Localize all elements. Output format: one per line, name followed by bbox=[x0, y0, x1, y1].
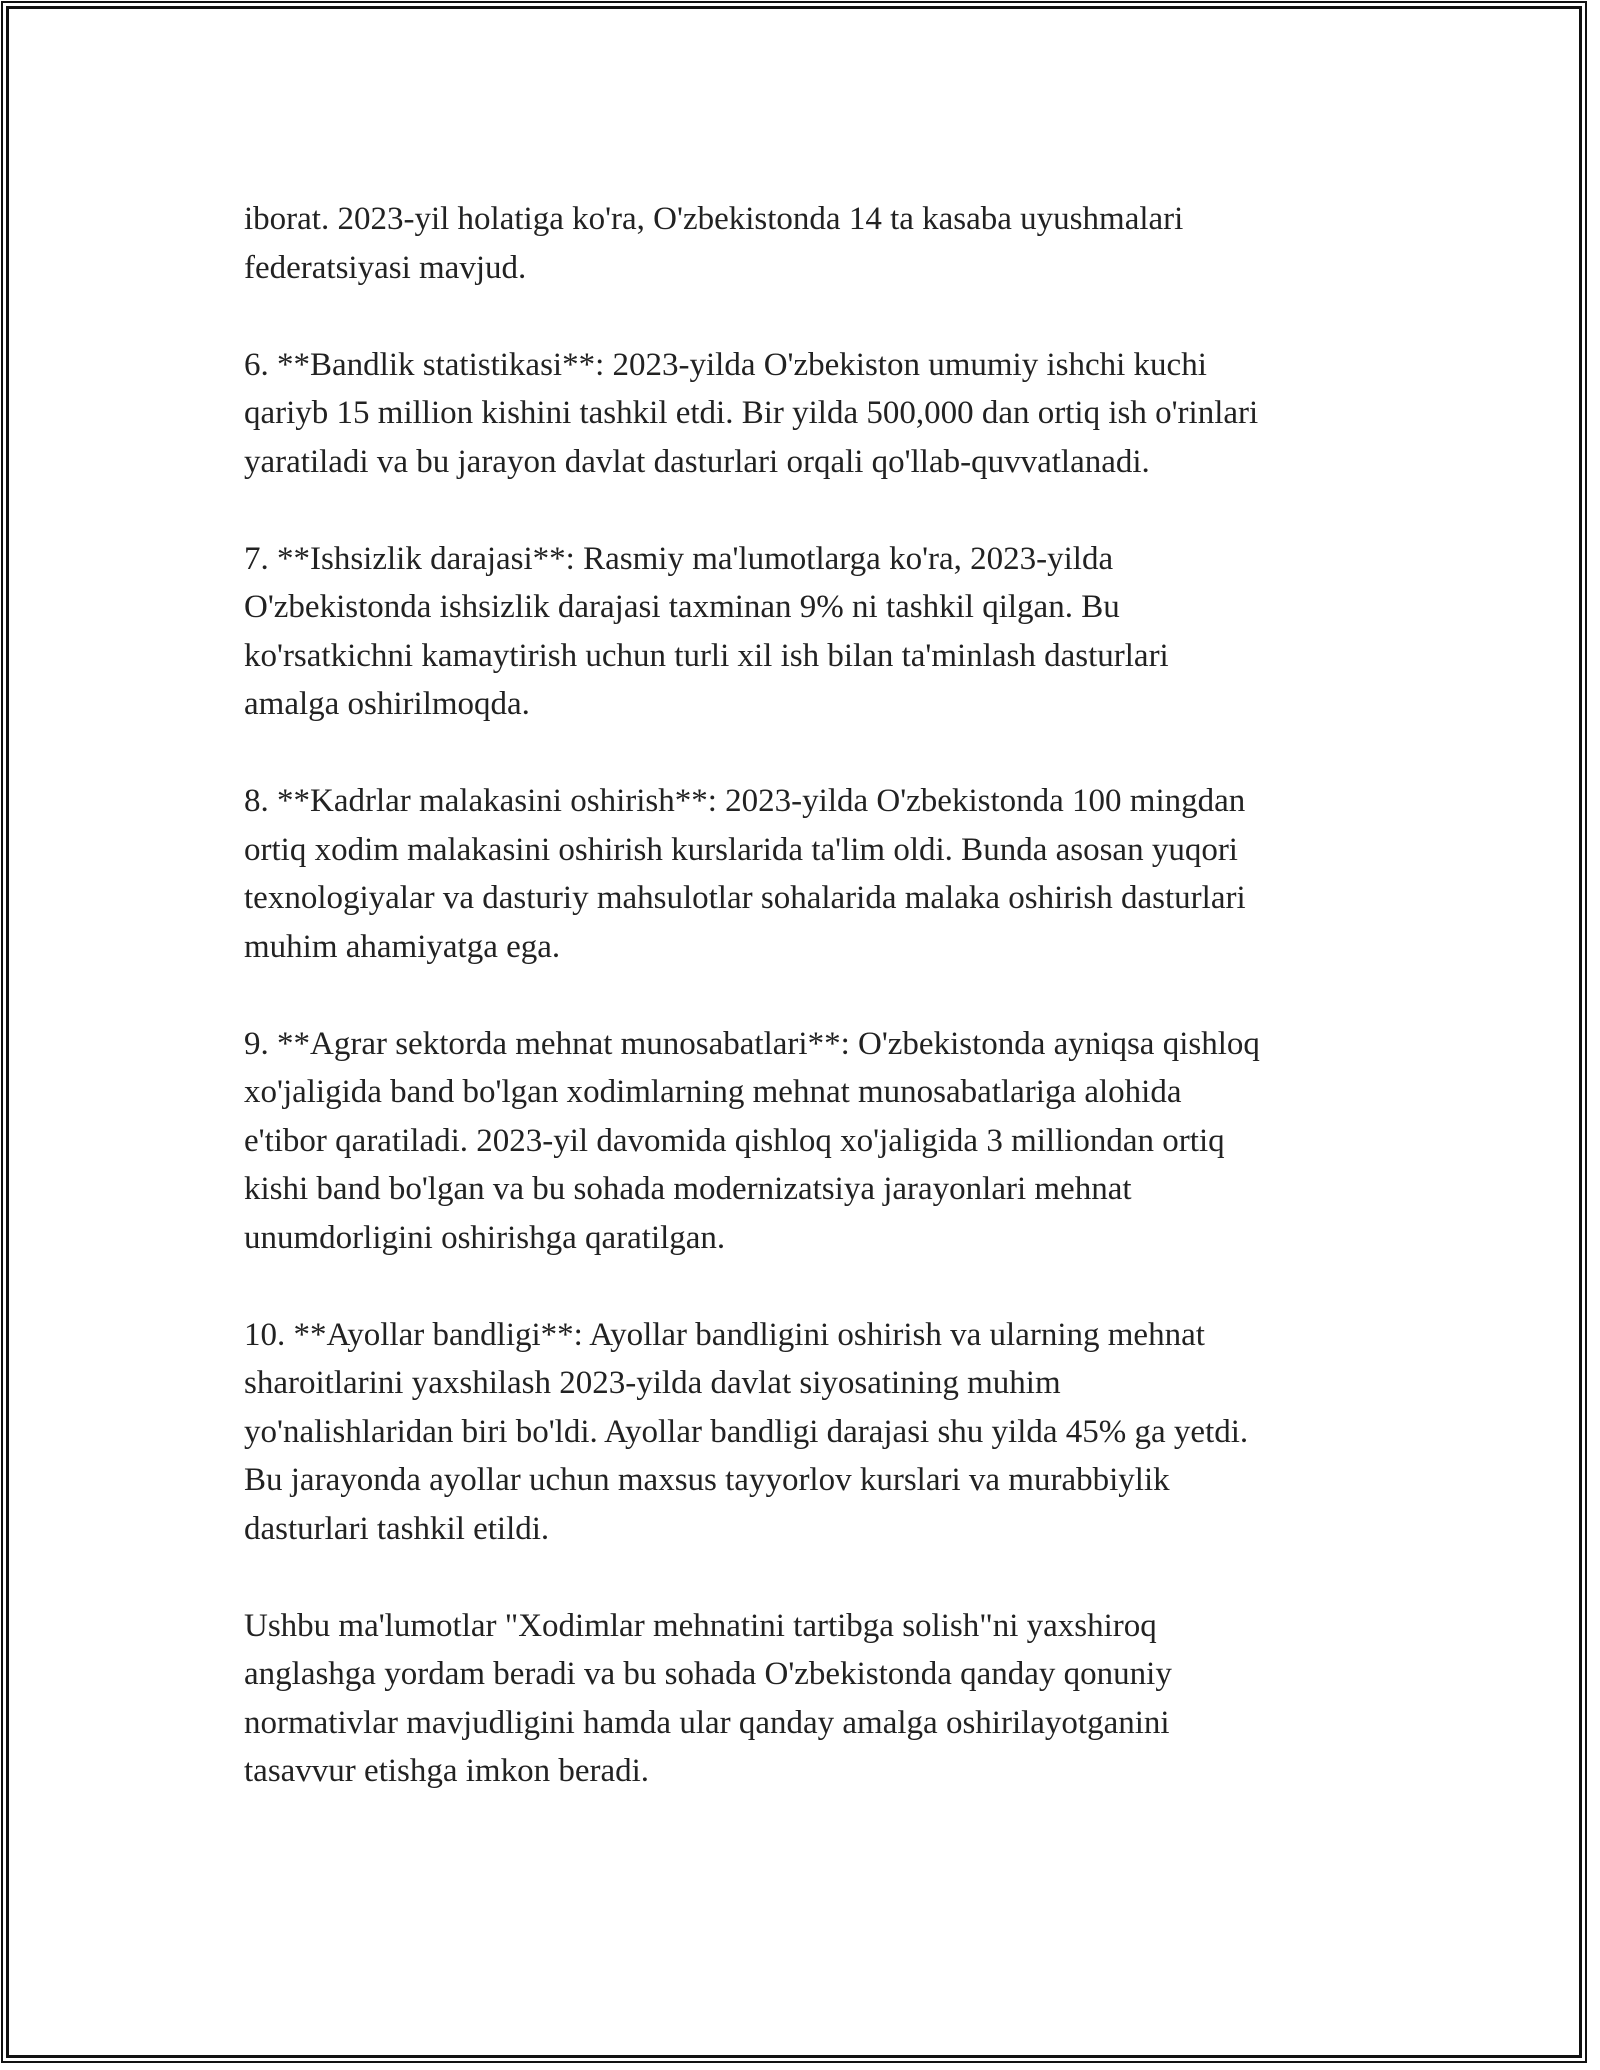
paragraph-unemployment-rate: 7. **Ishsizlik darajasi**: Rasmiy ma'lumotlarga ko'ra, 2023-yilda O'zbekistonda ishsizlik darajasi taxminan 9% ni tashkil qilgan. Bu ko'rsatkichni kamaytirish uchun turli xil ish bilan ta'minlash dasturlari amalga oshirilmoqda. bbox=[244, 540, 1169, 722]
paragraph-women-employment: 10. **Ayollar bandligi**: Ayollar bandligini oshirish va ularning mehnat sharoitlarini yaxshilash 2023-yilda davlat siyosatining muhim yo'nalishlaridan biri bo'ldi. Ayollar bandligi darajasi shu yilda 45% ga yetdi. Bu jarayonda ayollar uchun maxsus tayyorlov kurslari va murabbiylik dasturlari tashkil etildi. bbox=[244, 1316, 1249, 1547]
paragraph-conclusion: Ushbu ma'lumotlar "Xodimlar mehnatini tartibga solish"ni yaxshiroq anglashga yordam beradi va bu sohada O'zbekistonda qanday qonuniy normativlar mavjudligini hamda ular qanday amalga oshirilayotganini tasavvur etishga imkon beradi. bbox=[244, 1607, 1172, 1789]
document-body bbox=[244, 195, 1404, 1844]
paragraph-intro-continuation: iborat. 2023-yil holatiga ko'ra, O'zbekistonda 14 ta kasaba uyushmalari federatsiyasi mavjud. bbox=[244, 201, 1184, 286]
paragraph-agrarian-labor: 9. **Agrar sektorda mehnat munosabatlari**: O'zbekistonda ayniqsa qishloq xo'jaligida band bo'lgan xodimlarning mehnat munosabatlariga alohida e'tibor qaratiladi. 2023-yil davomida qishloq xo'jaligida 3 milliondan ortiq kishi band bo'lgan va bu sohada modernizatsiya jarayonlari mehnat unumdorligini oshirishga qaratilgan. bbox=[244, 1025, 1260, 1256]
page-frame bbox=[6, 6, 1582, 2058]
paragraph-staff-training: 8. **Kadrlar malakasini oshirish**: 2023-yilda O'zbekistonda 100 mingdan ortiq xodim malakasini oshirish kurslarida ta'lim oldi. Bunda asosan yuqori texnologiyalar va dasturiy mahsulotlar sohalarida malaka oshirish dasturlari muhim ahamiyatga ega. bbox=[244, 783, 1246, 965]
paragraph-employment-statistics: 6. **Bandlik statistikasi**: 2023-yilda O'zbekiston umumiy ishchi kuchi qariyb 15 million kishini tashkil etdi. Bir yilda 500,000 dan ortiq ish o'rinlari yaratiladi va bu jarayon davlat dasturlari orqali qo'llab-quvvatlanadi. bbox=[244, 346, 1259, 480]
